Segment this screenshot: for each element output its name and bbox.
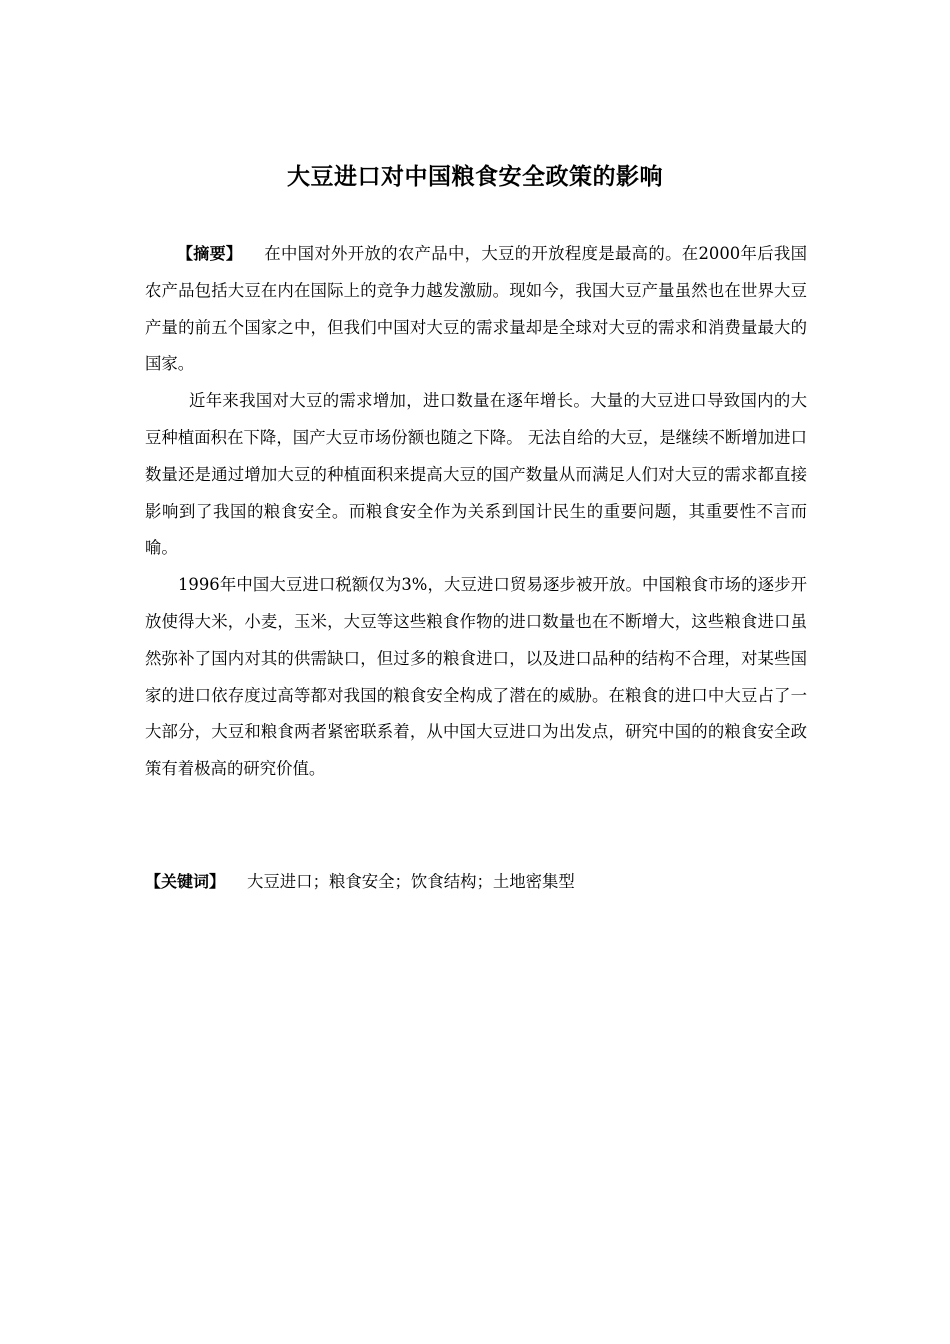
keywords-section — [145, 864, 807, 900]
keywords-label: 【关键词】 — [145, 872, 226, 891]
abstract-paragraph-1-text: 在中国对外开放的农产品中，大豆的开放程度是最高的。在2000年后我国农产品包括大豆在内在国际上的竞争力越发激励。现如今，我国大豆产量虽然也在世界大豆产量的前五个国家之中，但我们中国对大豆的需求量却是全球对大豆的需求和消费量最大的国家。 — [145, 244, 807, 374]
abstract-section — [145, 236, 807, 788]
abstract-paragraph-3: 1996年中国大豆进口税额仅为3%，大豆进口贸易逐步被开放。中国粮食市场的逐步开放使得大米，小麦，玉米，大豆等这些粮食作物的进口数量也在不断增大，这些粮食进口虽然弥补了国内对其的供需缺口，但过多的粮食进口，以及进口品种的结构不合理，对某些国家的进口依存度过高等都对我国的粮食安全构成了潜在的威胁。在粮食的进口中大豆占了一大部分，大豆和粮食两者紧密联系着，从中国大豆进口为出发点，研究中国的的粮食安全政策有着极高的研究价值。 — [145, 575, 807, 779]
abstract-paragraph-1 — [145, 236, 807, 383]
document-title: 大豆进口对中国粮食安全政策的影响 — [287, 164, 663, 190]
keywords-text: 大豆进口；粮食安全；饮食结构；土地密集型 — [247, 872, 575, 891]
abstract-label: 【摘要】 — [177, 244, 243, 263]
abstract-paragraph-2: 近年来我国对大豆的需求增加，进口数量在逐年增长。大量的大豆进口导致国内的大豆种植面积在下降，国产大豆市场份额也随之下降。 无法自给的大豆，是继续不断增加进口数量还是通过增加大豆的种植面积来提高大豆的国产数量从而满足人们对大豆的需求都直接影响到了我国的粮食安全。而粮食安全作为关系到国计民生的重要问题，其重要性不言而喻。 — [145, 391, 807, 558]
